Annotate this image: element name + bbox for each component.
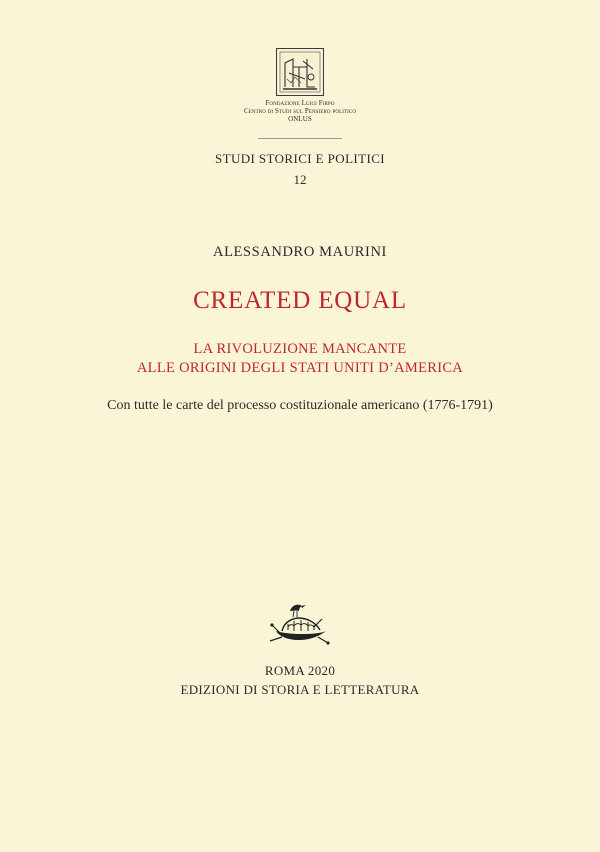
publisher-mark	[268, 601, 332, 651]
subtitle-line-2: ALLE ORIGINI DEGLI STATI UNITI D’AMERICA	[136, 360, 464, 376]
foundation-line-1: Fondazione Luigi Firpo	[265, 99, 335, 107]
imprint-place-year: ROMA 2020	[264, 663, 336, 678]
series-name: STUDI STORICI E POLITICI	[214, 151, 386, 166]
foundation-logo	[276, 48, 324, 96]
subtitle-line-1: LA RIVOLUZIONE MANCANTE	[193, 341, 407, 357]
author-name: ALESSANDRO MAURINI	[213, 244, 387, 260]
foundation-line-3: ONLUS	[288, 115, 312, 123]
press-engraving-icon	[277, 49, 323, 95]
divider-rule	[258, 138, 342, 139]
ship-bird-emblem-icon	[268, 601, 332, 651]
subtitle-note: Con tutte le carte del processo costituzionale americano (1776-1791)	[107, 398, 493, 413]
imprint-publisher: EDIZIONI DI STORIA E LETTERATURA	[180, 682, 420, 697]
foundation-line-2: Centro di Studi sul Pensiero politico	[243, 107, 357, 115]
book-title: CREATED EQUAL	[193, 287, 407, 314]
series-number: 12	[293, 172, 307, 187]
